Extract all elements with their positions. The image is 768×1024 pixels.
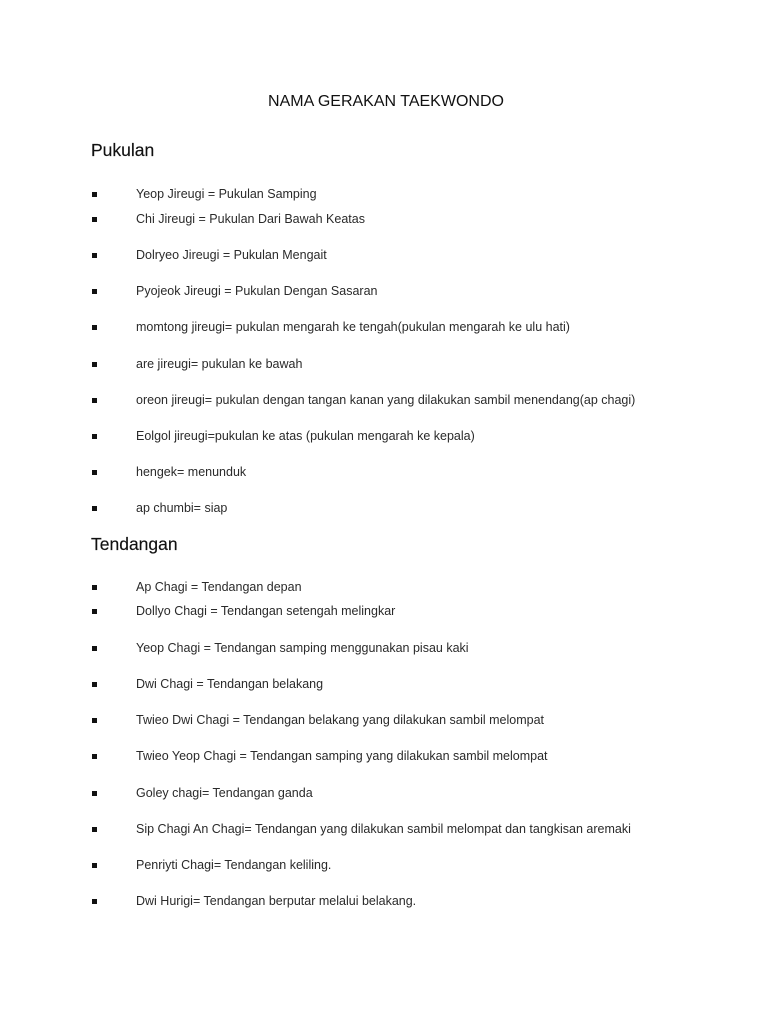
list-item bbox=[91, 747, 548, 765]
list-item bbox=[91, 499, 227, 517]
list-item-text: Dwi Chagi = Tendangan belakang bbox=[136, 677, 324, 691]
list-item bbox=[91, 355, 302, 373]
list-item bbox=[91, 185, 317, 203]
square-bullet-icon bbox=[92, 217, 97, 222]
square-bullet-icon bbox=[92, 718, 97, 723]
square-bullet-icon bbox=[92, 192, 97, 197]
list-item-text: Dollyo Chagi = Tendangan setengah melingkar bbox=[136, 604, 396, 618]
list-item-text: Sip Chagi An Chagi= Tendangan yang dilakukan sambil melompat dan tangkisan aremaki bbox=[136, 822, 631, 836]
square-bullet-icon bbox=[92, 791, 97, 796]
square-bullet-icon bbox=[92, 899, 97, 904]
list-item-text: Ap Chagi = Tendangan depan bbox=[136, 580, 302, 594]
square-bullet-icon bbox=[92, 585, 97, 590]
square-bullet-icon bbox=[92, 646, 97, 651]
list-item-text: hengek= menunduk bbox=[136, 465, 247, 479]
list-item-text: Yeop Chagi = Tendangan samping menggunakan pisau kaki bbox=[136, 641, 469, 655]
list-item-text: oreon jireugi= pukulan dengan tangan kanan yang dilakukan sambil menendang(ap chagi) bbox=[136, 393, 636, 407]
square-bullet-icon bbox=[92, 434, 97, 439]
list-item bbox=[91, 246, 327, 264]
list-item bbox=[91, 602, 395, 620]
list-item bbox=[91, 318, 570, 336]
list-item bbox=[91, 784, 313, 802]
list-item-text: Dwi Hurigi= Tendangan berputar melalui belakang. bbox=[136, 894, 417, 908]
list-item bbox=[91, 639, 469, 657]
document-title: NAMA GERAKAN TAEKWONDO bbox=[268, 93, 504, 110]
list-item-text: Chi Jireugi = Pukulan Dari Bawah Keatas bbox=[136, 212, 365, 226]
list-item-text: Eolgol jireugi=pukulan ke atas (pukulan mengarah ke kepala) bbox=[136, 429, 475, 443]
square-bullet-icon bbox=[92, 253, 97, 258]
square-bullet-icon bbox=[92, 398, 97, 403]
list-item bbox=[91, 711, 544, 729]
list-item bbox=[91, 675, 323, 693]
square-bullet-icon bbox=[92, 470, 97, 475]
list-item bbox=[91, 282, 377, 300]
section-heading-pukulan: Pukulan bbox=[91, 140, 155, 160]
list-item-text: Twieo Dwi Chagi = Tendangan belakang yang dilakukan sambil melompat bbox=[136, 713, 545, 727]
list-item-text: Twieo Yeop Chagi = Tendangan samping yang dilakukan sambil melompat bbox=[136, 749, 548, 763]
square-bullet-icon bbox=[92, 754, 97, 759]
list-item bbox=[91, 463, 246, 481]
list-item bbox=[91, 820, 631, 838]
list-item bbox=[91, 391, 635, 409]
list-item bbox=[91, 427, 475, 445]
square-bullet-icon bbox=[92, 609, 97, 614]
list-item-text: Goley chagi= Tendangan ganda bbox=[136, 786, 313, 800]
list-item bbox=[91, 856, 331, 874]
list-item-text: Yeop Jireugi = Pukulan Samping bbox=[136, 187, 317, 201]
square-bullet-icon bbox=[92, 362, 97, 367]
list-item-text: Dolryeo Jireugi = Pukulan Mengait bbox=[136, 248, 327, 262]
list-item-text: Penriyti Chagi= Tendangan keliling. bbox=[136, 858, 332, 872]
list-item-text: are jireugi= pukulan ke bawah bbox=[136, 357, 303, 371]
square-bullet-icon bbox=[92, 827, 97, 832]
list-item bbox=[91, 210, 365, 228]
square-bullet-icon bbox=[92, 863, 97, 868]
list-item bbox=[91, 578, 302, 596]
list-item-text: momtong jireugi= pukulan mengarah ke tengah(pukulan mengarah ke ulu hati) bbox=[136, 320, 570, 334]
square-bullet-icon bbox=[92, 289, 97, 294]
square-bullet-icon bbox=[92, 325, 97, 330]
list-item bbox=[91, 892, 416, 910]
square-bullet-icon bbox=[92, 682, 97, 687]
square-bullet-icon bbox=[92, 506, 97, 511]
section-heading-tendangan: Tendangan bbox=[91, 534, 178, 554]
list-item-text: ap chumbi= siap bbox=[136, 501, 228, 515]
list-item-text: Pyojeok Jireugi = Pukulan Dengan Sasaran bbox=[136, 284, 378, 298]
